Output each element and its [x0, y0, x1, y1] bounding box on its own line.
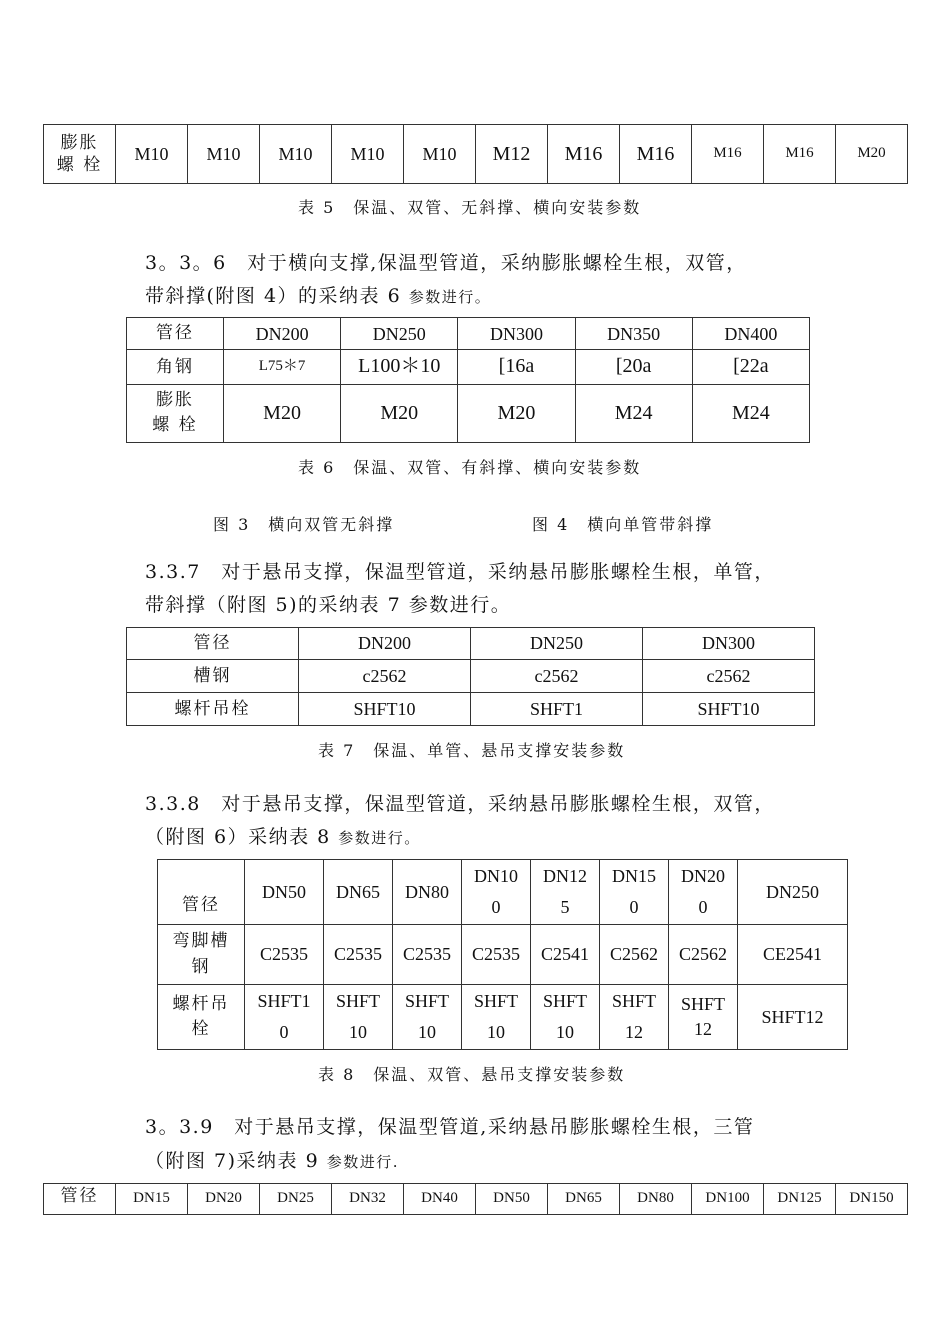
- table-cell: C2535: [324, 925, 393, 985]
- table-6: [126, 317, 810, 443]
- table-header-cell: DN250: [738, 860, 848, 925]
- table-header-cell: DN300: [458, 318, 575, 350]
- table-8-caption: 表 8 保温、双管、悬吊支撑安装参数: [318, 1065, 626, 1084]
- table-cell: M20: [341, 384, 458, 442]
- table-cell: M10: [188, 125, 260, 184]
- table-cell: L75＊7: [223, 350, 340, 384]
- section-339-line1: 3。3.9 对于悬吊支撑，保温型管道,采纳悬吊膨胀螺栓生根，三管: [145, 1116, 755, 1138]
- table-cell: C2535: [393, 925, 462, 985]
- table-7: [126, 627, 815, 726]
- section-337-line1: 3.3.7 对于悬吊支撑，保温型管道，采纳悬吊膨胀螺栓生根，单管，: [145, 561, 775, 583]
- table-row: [127, 693, 815, 726]
- table-header-cell: DN300: [643, 628, 815, 660]
- table-header-cell: DN12 5: [531, 860, 600, 925]
- table-row: [158, 860, 848, 925]
- table-header-cell: DN65: [548, 1184, 620, 1215]
- table-cell: L100＊10: [341, 350, 458, 384]
- table-5: [43, 124, 908, 184]
- section-336-line2: 带斜撑(附图 4）的采纳表 6 参数进行。: [145, 285, 492, 307]
- table-header-cell: DN100: [692, 1184, 764, 1215]
- header-pipe-diameter: 管径: [127, 628, 299, 660]
- table-header-cell: DN400: [692, 318, 809, 350]
- table-cell: M10: [404, 125, 476, 184]
- table-cell: CE2541: [738, 925, 848, 985]
- table-cell: M10: [116, 125, 188, 184]
- table-header-cell: DN50: [476, 1184, 548, 1215]
- table-cell: M16: [548, 125, 620, 184]
- section-338-line2: （附图 6）采纳表 8 参数进行。: [145, 826, 421, 848]
- table-cell: C2535: [245, 925, 324, 985]
- table-cell: M12: [476, 125, 548, 184]
- table-header-cell: DN80: [620, 1184, 692, 1215]
- row-label-angle-steel: 角钢: [127, 350, 224, 384]
- table-row: [158, 925, 848, 985]
- figure-3-caption: 图 3 横向双管无斜撑: [213, 515, 395, 534]
- table-header-cell: DN15: [116, 1184, 188, 1215]
- table-cell: [16a: [458, 350, 575, 384]
- table-header-cell: DN125: [764, 1184, 836, 1215]
- table-cell: SHFT12: [738, 985, 848, 1050]
- header-pipe-diameter: 管径: [158, 860, 245, 925]
- table-7-caption: 表 7 保温、单管、悬吊支撑安装参数: [318, 741, 626, 760]
- table-row: [127, 350, 810, 384]
- section-336-line1: 3。3。6 对于横向支撑,保温型管道，采纳膨胀螺栓生根，双管，: [145, 252, 747, 274]
- table-header-cell: DN150: [836, 1184, 908, 1215]
- table-cell: [20a: [575, 350, 692, 384]
- table-cell: M20: [223, 384, 340, 442]
- table-cell: SHFT1: [471, 693, 643, 726]
- table-cell: SHFT 12: [600, 985, 669, 1050]
- header-pipe-diameter: 管径: [127, 318, 224, 350]
- table-cell: SHFT 10: [393, 985, 462, 1050]
- table-cell: C2535: [462, 925, 531, 985]
- table-header-cell: DN15 0: [600, 860, 669, 925]
- table-row: [44, 1184, 908, 1215]
- table-row: [127, 318, 810, 350]
- table-cell: SHFT1 0: [245, 985, 324, 1050]
- section-339-line2: （附图 7)采纳表 9 参数进行.: [145, 1150, 399, 1172]
- table-header-cell: DN25: [260, 1184, 332, 1215]
- table-cell: c2562: [299, 660, 471, 693]
- table-cell: c2562: [471, 660, 643, 693]
- section-338-line1: 3.3.8 对于悬吊支撑，保温型管道，采纳悬吊膨胀螺栓生根，双管，: [145, 793, 775, 815]
- table-row: [158, 985, 848, 1050]
- table-cell: [22a: [692, 350, 809, 384]
- table-cell: M16: [764, 125, 836, 184]
- table-8: [157, 859, 848, 1050]
- row-label-bent-channel-steel: 弯脚槽 钢: [158, 925, 245, 985]
- table-5-caption: 表 5 保温、双管、无斜撑、横向安装参数: [298, 198, 642, 217]
- table-6-caption: 表 6 保温、双管、有斜撑、横向安装参数: [298, 458, 642, 477]
- table-cell: M24: [575, 384, 692, 442]
- table-cell: M10: [332, 125, 404, 184]
- table-cell: M24: [692, 384, 809, 442]
- table-cell: M20: [458, 384, 575, 442]
- figure-4-caption: 图 4 横向单管带斜撑: [532, 515, 714, 534]
- table-header-cell: DN250: [471, 628, 643, 660]
- table-cell: SHFT 10: [531, 985, 600, 1050]
- table-header-cell: DN65: [324, 860, 393, 925]
- table-cell: SHFT10: [643, 693, 815, 726]
- table-cell: SHFT10: [299, 693, 471, 726]
- table-cell: C2562: [669, 925, 738, 985]
- table-row: [44, 125, 908, 184]
- table-header-cell: DN50: [245, 860, 324, 925]
- table-cell: SHFT 12: [669, 985, 738, 1050]
- table-row: [127, 660, 815, 693]
- table-cell: SHFT 10: [324, 985, 393, 1050]
- table-header-cell: DN20: [188, 1184, 260, 1215]
- table-cell: C2541: [531, 925, 600, 985]
- section-337-line2: 带斜撑（附图 5)的采纳表 7 参数进行。: [145, 594, 512, 616]
- table-header-cell: DN32: [332, 1184, 404, 1215]
- table-cell: M20: [836, 125, 908, 184]
- row-label-threaded-rod-hanger: 螺杆吊栓: [127, 693, 299, 726]
- table-cell: M10: [260, 125, 332, 184]
- table-cell: C2562: [600, 925, 669, 985]
- table-header-cell: DN20 0: [669, 860, 738, 925]
- table-cell: c2562: [643, 660, 815, 693]
- table-header-cell: DN200: [299, 628, 471, 660]
- table-9: [43, 1183, 908, 1215]
- table-header-cell: DN250: [341, 318, 458, 350]
- table-cell: M16: [692, 125, 764, 184]
- row-label-threaded-rod-hanger: 螺杆吊 栓: [158, 985, 245, 1050]
- header-pipe-diameter: 管径: [44, 1184, 116, 1215]
- table-header-cell: DN200: [223, 318, 340, 350]
- table-header-cell: DN10 0: [462, 860, 531, 925]
- table-header-cell: DN350: [575, 318, 692, 350]
- row-label-expansion-bolt: 膨胀 螺 栓: [127, 384, 224, 442]
- table-row: [127, 384, 810, 442]
- table-row: [127, 628, 815, 660]
- row-label-channel-steel: 槽钢: [127, 660, 299, 693]
- table-header-cell: DN40: [404, 1184, 476, 1215]
- table-cell: SHFT 10: [462, 985, 531, 1050]
- row-label-expansion-bolt: 膨胀 螺 栓: [44, 125, 116, 184]
- table-header-cell: DN80: [393, 860, 462, 925]
- table-cell: M16: [620, 125, 692, 184]
